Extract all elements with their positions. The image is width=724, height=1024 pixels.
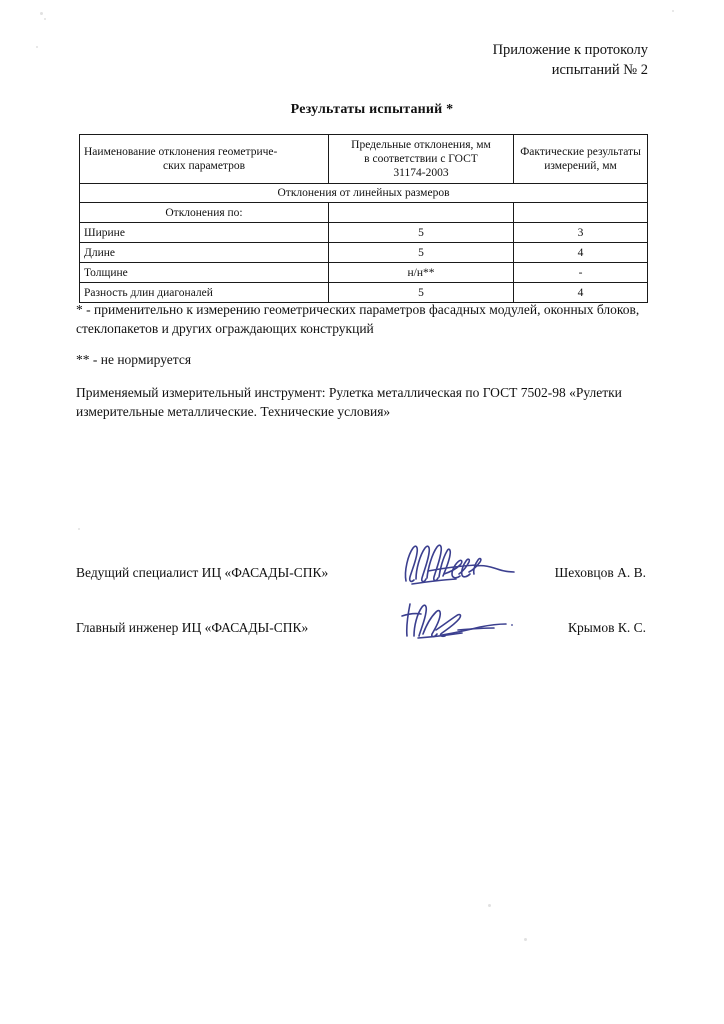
- signature-role-0: Ведущий специалист ИЦ «ФАСАДЫ-СПК»: [76, 565, 329, 580]
- row-name-1: Длине: [80, 243, 329, 263]
- header-cell-name: [80, 135, 329, 184]
- table-header-row: [80, 135, 648, 184]
- signature-block-lead-specialist: [76, 563, 658, 591]
- results-table: [79, 134, 648, 303]
- header-cell-fact: [514, 135, 648, 184]
- scan-speck: [36, 46, 38, 48]
- row-fact-2: -: [514, 263, 648, 283]
- scan-speck: [44, 18, 46, 20]
- row-fact-0: 3: [514, 223, 648, 243]
- measuring-instrument-note: Применяемый измерительный инструмент: Рулетка металлическая по ГОСТ 7502-98 «Рулетки измерительные металлические. Технические условия»: [76, 385, 622, 419]
- scan-speck: [488, 904, 491, 907]
- scan-speck: [672, 10, 674, 12]
- section-row-label: Отклонения от линейных размеров: [80, 184, 648, 203]
- row-name-2: Толщине: [80, 263, 329, 283]
- header-line-1: Приложение к протоколу: [492, 42, 648, 58]
- header-limit-line3: 31174-2003: [393, 167, 449, 179]
- header-name-line2: ских параметров: [162, 160, 246, 172]
- footnote-double-asterisk: ** - не нормируется: [76, 352, 192, 367]
- document-header: [348, 40, 648, 80]
- signature-name-1: Крымов К. С.: [567, 620, 646, 635]
- header-fact-line2: измерений, мм: [544, 160, 617, 172]
- table-row: [80, 263, 648, 283]
- subhead-row-limit-blank: [329, 203, 514, 223]
- row-fact-3: 4: [514, 283, 648, 303]
- subhead-row-label: Отклонения по:: [80, 203, 329, 223]
- scan-speck: [40, 12, 43, 15]
- handwritten-signature-icon: [398, 541, 528, 587]
- row-limit-1: 5: [329, 243, 514, 263]
- row-fact-1: 4: [514, 243, 648, 263]
- header-limit-line2: в соответствии с ГОСТ: [364, 153, 478, 165]
- row-limit-3: 5: [329, 283, 514, 303]
- header-fact-line1: Фактические результаты: [520, 146, 641, 158]
- subhead-row-fact-blank: [514, 203, 648, 223]
- footnote-asterisk: * - применительно к измерению геометрических параметров фасадных модулей, оконных блоков, стеклопакетов и других ограждающих конструкций: [76, 302, 640, 336]
- row-name-0: Ширине: [80, 223, 329, 243]
- table-row: [80, 243, 648, 263]
- header-line-2: испытаний № 2: [551, 62, 648, 78]
- row-limit-2: н/н**: [329, 263, 514, 283]
- table-subhead-row: [80, 203, 648, 223]
- header-cell-limit: [329, 135, 514, 184]
- header-limit-line1: Предельные отклонения, мм: [351, 139, 491, 151]
- header-name-line1: Наименование отклонения геометриче-: [84, 146, 278, 158]
- page-title: Результаты испытаний *: [290, 102, 454, 117]
- signature-name-0: Шеховцов А. В.: [554, 565, 646, 580]
- scan-speck: [524, 938, 527, 941]
- signature-block-chief-engineer: [76, 618, 658, 646]
- table-row: [80, 223, 648, 243]
- row-limit-0: 5: [329, 223, 514, 243]
- row-name-3: Разность длин диагоналей: [80, 283, 329, 303]
- signature-role-1: Главный инженер ИЦ «ФАСАДЫ-СПК»: [76, 620, 309, 635]
- handwritten-signature-icon: [398, 596, 528, 642]
- scan-speck: [78, 528, 80, 530]
- table-section-row: [80, 184, 648, 203]
